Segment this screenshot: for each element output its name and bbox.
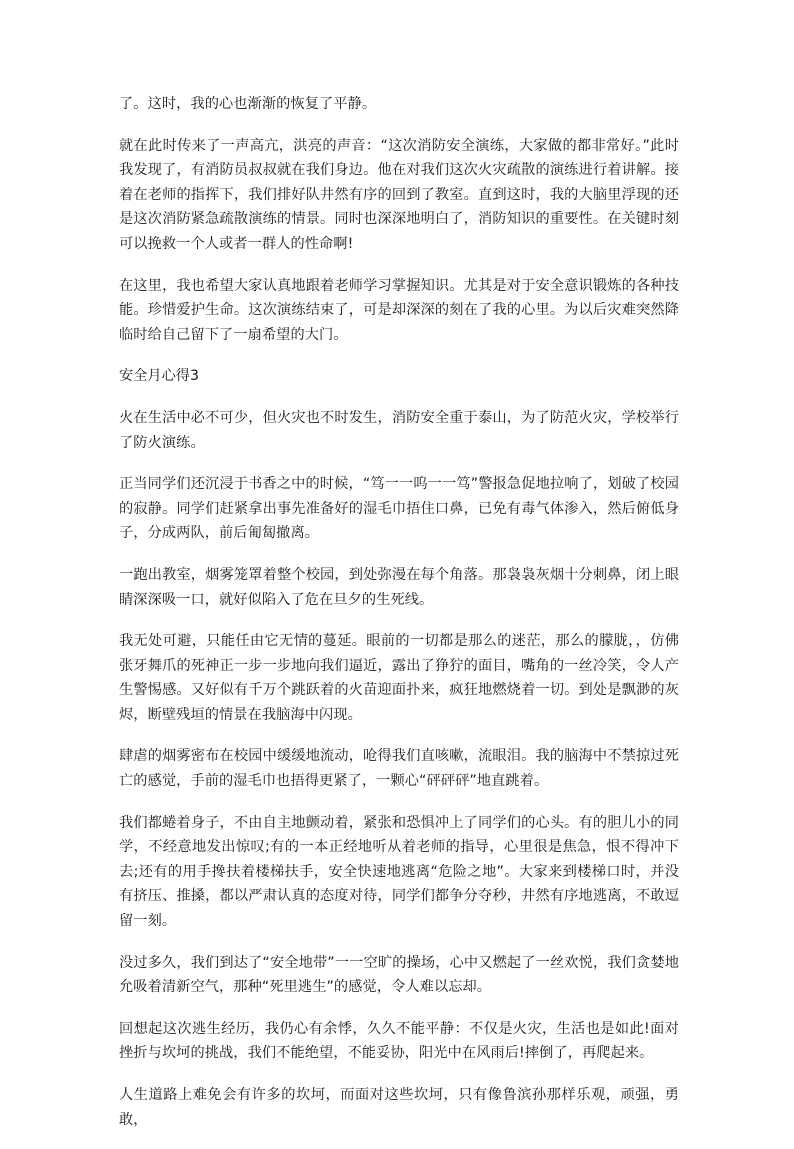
section-heading: 安全月心得3 — [119, 368, 199, 385]
paragraph: 火在生活中必不可少，但火灾也不时发生，消防安全重于泰山，为了防范火灾，学校举行了防火演练。 — [119, 409, 679, 451]
paragraph: 肆虐的烟雾密布在校园中缓缓地流动，呛得我们直咳嗽，流眼泪。我的脑海中不禁掠过死亡的感觉，手前的湿毛巾也捂得更紧了，一颗心“砰砰砰”地直跳着。 — [119, 748, 679, 790]
paragraph: 我无处可避，只能任由它无情的蔓延。眼前的一切都是那么的迷茫，那么的朦胧，，仿佛张牙舞爪的死神正一步一步地向我们逼近，露出了狰狞的面目，嘴角的一丝冷笑，令人产生警惕感。又好似有千万个跳跃着的火苗迎面扑来，疯狂地燃烧着一切。到处是飘渺的灰烬，断壁残垣的情景在我脑海中闪现。 — [119, 633, 679, 723]
document-page — [119, 92, 679, 1149]
paragraph: 在这里，我也希望大家认真地跟着老师学习掌握知识。尤其是对于安全意识锻炼的各种技能。珍惜爱护生命。这次演练结束了，可是却深深的刻在了我的心里。为以后灾难突然降临时给自己留下了一扇希望的大门。 — [119, 277, 679, 343]
paragraph: 一跑出教室，烟雾笼罩着整个校园，到处弥漫在每个角落。那袅袅灰烟十分刺鼻，闭上眼睛深深吸一口，就好似陷入了危在旦夕的生死线。 — [119, 566, 679, 608]
paragraph: 正当同学们还沉浸于书香之中的时候，“笃一一呜一一笃”警报急促地拉响了，划破了校园的寂静。同学们赶紧拿出事先准备好的湿毛巾捂住口鼻，已免有毒气体渗入，然后俯低身子，分成两队，前后匍匐撤离。 — [119, 476, 679, 542]
paragraph: 没过多久，我们到达了“安全地带”一一空旷的操场，心中又燃起了一丝欢悦，我们贪婪地允吸着清新空气，那种“死里逃生”的感觉，令人难以忘却。 — [119, 954, 679, 996]
paragraph: 人生道路上难免会有许多的坎坷，而面对这些坎坷，只有像鲁滨孙那样乐观，顽强，勇敢， — [119, 1087, 679, 1128]
paragraph: 了。这时，我的心也渐渐的恢复了平静。 — [119, 96, 377, 112]
paragraph: 就在此时传来了一声高亢，洪亮的声音：“这次消防安全演练，大家做的都非常好。”此时我发现了，有消防员叔叔就在我们身边。他在对我们这次火灾疏散的演练进行着讲解。接着在老师的指挥下，我们排好队井然有序的回到了教室。直到这时，我的大脑里浮现的还是这次消防紧急疏散演练的情景。同时也深深地明白了，消防知识的重要性。在关键时刻可以挽救一个人或者一群人的性命啊! — [119, 137, 679, 252]
paragraph: 我们都蜷着身子，不由自主地颤动着，紧张和恐惧冲上了同学们的心头。有的胆儿小的同学，不经意地发出惊叹;有的一本正经地听从着老师的指导，心里很是焦急，恨不得冲下去;还有的用手搀扶着楼梯扶手，安全快速地逃离“危险之地”。大家来到楼梯口时，并没有挤压、推搡，都以严肃认真的态度对待，同学们都争分夺秒，井然有序地逃离，不敢逗留一刻。 — [119, 814, 679, 930]
paragraph: 回想起这次逃生经历，我仍心有余悸，久久不能平静：不仅是火灾，生活也是如此!面对挫折与坎坷的挑战，我们不能绝望，不能妥协，阳光中在风雨后!摔倒了，再爬起来。 — [119, 1020, 679, 1062]
